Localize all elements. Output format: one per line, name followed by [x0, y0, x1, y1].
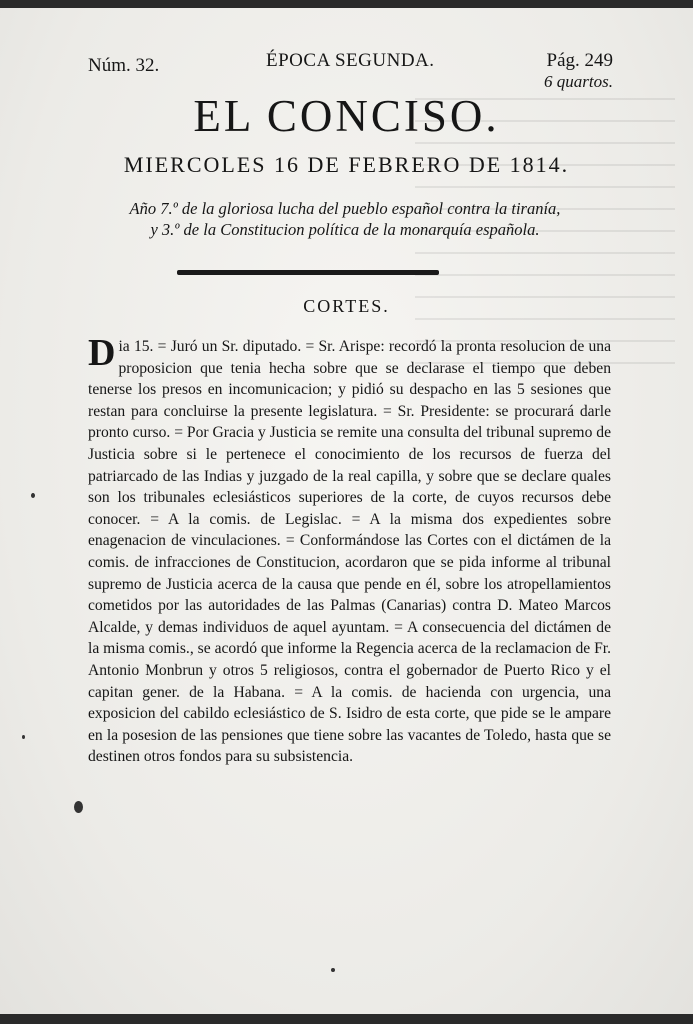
paper-speck — [331, 968, 335, 972]
issue-date: MIERCOLES 16 DE FEBRERO DE 1814. — [123, 152, 570, 177]
divider-rule — [177, 270, 439, 275]
section-title: CORTES. — [303, 296, 390, 316]
ink-blot — [74, 801, 83, 813]
paper-speck — [22, 735, 25, 739]
motto-line-2: y 3.º de la Constitucion política de la monarquía española. — [150, 220, 540, 239]
article-paragraph — [88, 332, 611, 768]
article-text: ia 15. = Juró un Sr. diputado. = Sr. Arispe: recordó la pronta resolucion de una proposicion que tenia hecha sobre que se declarase el tiempo que deben tenerse los presos en incomunicacion; y pidió su despacho en las 5 sesiones que restan para concluirse la presente legislatura. = Sr. Presidente: se procurará darle pronto curso. = Por Gracia y Justicia se remite una consulta del tribunal supremo de Justicia sobre si le pertenece el conocimiento de los recursos de fuerza del patriarcado de las Indias y juzgado de la real capilla, y sobre que se declare quales son los tribunales eclesiásticos superiores de la corte, de cuyos recursos debe conocer. = A la comis. de Legislac. = A la misma dos expedientes sobre enagenacion de vinculaciones. = Conformándose las Cortes con el dictámen de la comis. de infracciones de Constitucion, acordaron que se pida informe al tribunal supremo de Justicia acerca de la causa que pende en él, sobre los atropellamientos cometidos por las autoridades de las Palmas (Canarias) contra D. Mateo Marcos Alcalde, y demas individuos de aquel ayuntam. = A consecuencia del dictámen de la misma comis., se acordó que informe la Regencia acerca de la reclamacion de Fr. Antonio Monbrun y otros 5 religiosos, contra el gobernador de Puerto Rico y el capitan gener. de la Habana. = A la comis. de hacienda con urgencia, una exposicion del cabildo eclesiástico de S. Isidro de esta corte, que pide se le ampare en la posesion de las pensiones que tiene sobre las vacantes de Toledo, hasta que se destinen otros fondos para su subsistencia. — [88, 338, 611, 766]
paper-speck — [31, 493, 35, 498]
newspaper-title: EL CONCISO. — [193, 91, 500, 141]
motto — [60, 198, 630, 240]
article-body — [88, 332, 611, 768]
masthead-header-row — [88, 50, 613, 76]
issue-number: Núm. 32. — [88, 55, 160, 76]
drop-cap: D — [88, 332, 116, 374]
motto-line-1: Año 7.º de la gloriosa lucha del pueblo español contra la tiranía, — [129, 199, 561, 218]
newspaper-page — [0, 8, 693, 1014]
page-number: Pág. 249 — [546, 50, 613, 71]
epoch-label: ÉPOCA SEGUNDA. — [266, 50, 435, 71]
price-label: 6 quartos. — [544, 72, 613, 91]
